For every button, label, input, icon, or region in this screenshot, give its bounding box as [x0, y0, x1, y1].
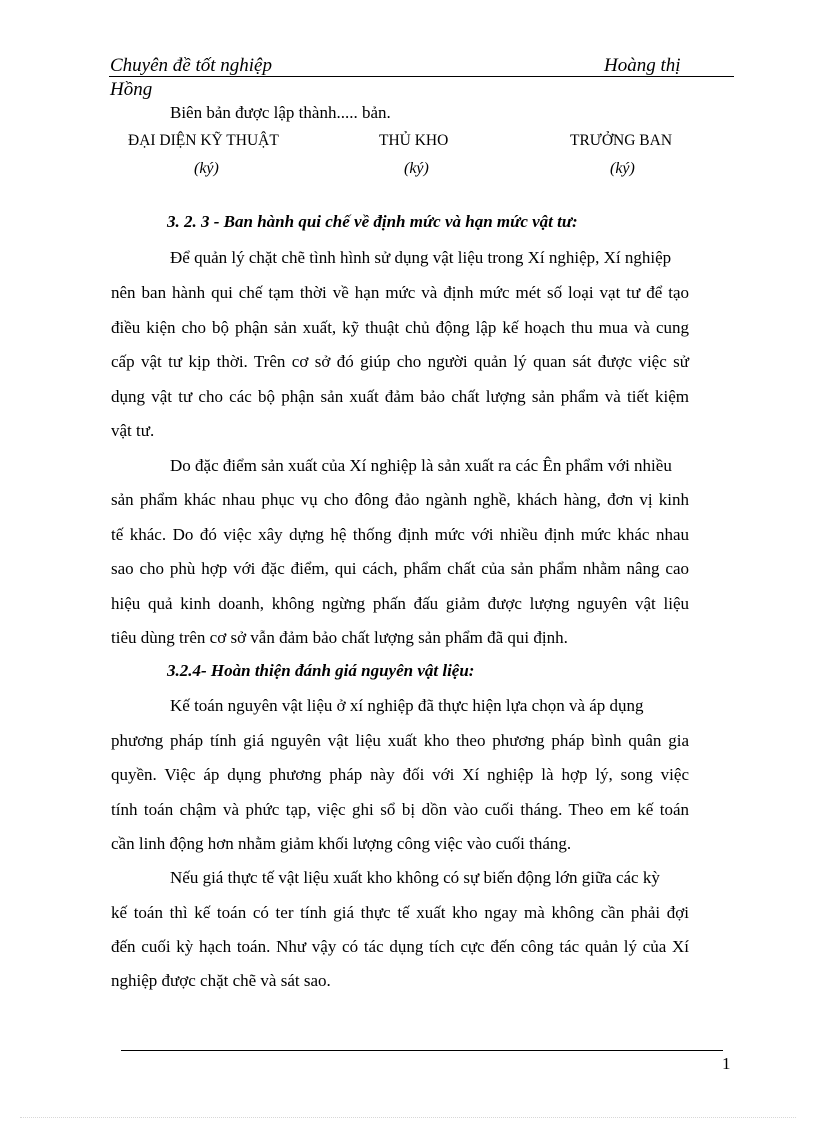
footer-rule [121, 1050, 723, 1051]
paragraph-line: tính toán chậm và phức tạp, việc ghi sổ bị dồn vào cuối tháng. Theo em kế toán [111, 800, 689, 819]
page-number: 1 [722, 1054, 731, 1073]
section-heading-3-2-3: 3. 2. 3 - Ban hành qui chế về định mức và hạn mức vật tư: [167, 212, 578, 231]
signature-title-technical-rep: ĐẠI DIỆN KỸ THUẬT [128, 132, 279, 149]
paragraph-line: cấp vật tư kịp thời. Trên cơ sở đó giúp cho người quản lý quan sát được việc sử [111, 352, 689, 371]
paragraph-line: Kế toán nguyên vật liệu ở xí nghiệp đã thực hiện lựa chọn và áp dụng [170, 696, 644, 715]
paragraph-line: hiệu quả kinh doanh, không ngừng phấn đấu giảm được lượng nguyên vật liệu [111, 594, 689, 613]
signature-note-storekeeper: (ký) [404, 160, 429, 177]
signature-note-technical-rep: (ký) [194, 160, 219, 177]
signature-title-storekeeper: THỦ KHO [379, 132, 449, 149]
minutes-intro-line: Biên bản được lập thành..... bản. [170, 103, 391, 122]
paragraph-line: nên ban hành qui chế tạm thời về hạn mức và định mức mét số loại vạt tư để tạo [111, 283, 689, 302]
signature-note-head: (ký) [610, 160, 635, 177]
header-document-title: Chuyên đề tốt nghiệp [110, 55, 272, 76]
paragraph-line: nghiệp được chặt chẽ và sát sao. [111, 971, 331, 990]
paragraph-line: phương pháp tính giá nguyên vật liệu xuất kho theo phương pháp bình quân gia [111, 731, 689, 750]
paragraph-line: điều kiện cho bộ phận sản xuất, kỹ thuật chủ động lập kế hoạch thu mua và cung [111, 318, 689, 337]
signature-title-head: TRƯỞNG BAN [570, 132, 673, 149]
paragraph-line: vật tư. [111, 421, 155, 440]
paragraph-line: Nếu giá thực tế vật liệu xuất kho không có sự biến động lớn giữa các kỳ [170, 868, 660, 887]
paragraph-line: dụng vật tư cho các bộ phận sản xuất đảm bảo chất lượng sản phẩm và tiết kiệm [111, 387, 689, 406]
header-author-name: Hoàng thị [604, 55, 681, 76]
paragraph-line: Để quản lý chặt chẽ tình hình sử dụng vật liệu trong Xí nghiệp, Xí nghiệp [170, 248, 672, 267]
paragraph-line: tiêu dùng trên cơ sở vẫn đảm bảo chất lượng sản phẩm đã qui định. [111, 628, 568, 647]
paragraph-line: quyền. Việc áp dụng phương pháp này đối với Xí nghiệp là hợp lý, song việc [111, 765, 689, 784]
header-author-name-continuation: Hồng [110, 79, 153, 100]
paragraph-line: đến cuối kỳ hạch toán. Như vậy có tác dụng tích cực đến công tác quản lý của Xí [111, 937, 689, 956]
header-rule [109, 76, 734, 77]
paragraph-line: kế toán thì kế toán có ter tính giá thực tế xuất kho ngay mà không cần phải đợi [111, 903, 689, 922]
paragraph-line: tế khác. Do đó việc xây dựng hệ thống định mức với nhiều định mức khác nhau [111, 525, 689, 544]
paragraph-line: sao cho phù hợp với đặc điểm, qui cách, phẩm chất của sản phẩm nhằm nâng cao [111, 559, 689, 578]
section-heading-3-2-4: 3.2.4- Hoàn thiện đánh giá nguyên vật liệu: [167, 661, 475, 680]
page-edge-divider [20, 1117, 796, 1118]
paragraph-line: Do đặc điểm sản xuất của Xí nghiệp là sản xuất ra các Ên phẩm với nhiều [170, 456, 672, 475]
paragraph-line: sản phẩm khác nhau phục vụ cho đông đảo ngành nghề, khách hàng, đơn vị kinh [111, 490, 689, 509]
paragraph-line: cần linh động hơn nhằm giảm khối lượng công việc vào cuối tháng. [111, 834, 572, 853]
